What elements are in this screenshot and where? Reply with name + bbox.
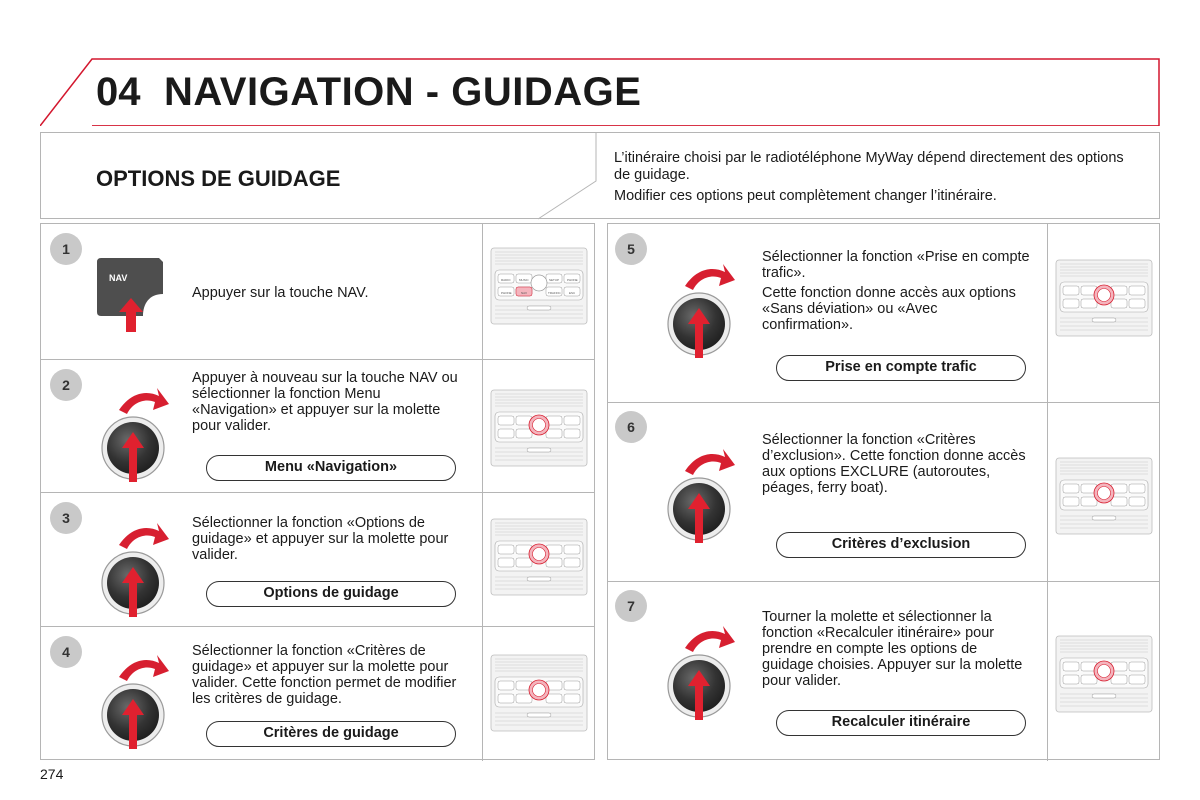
- page-number: 274: [40, 766, 64, 782]
- step-number-badge: 2: [50, 369, 82, 401]
- step-paragraph: Sélectionner la fonction «Options de guidage» et appuyer sur la molette pour valider.: [192, 515, 449, 563]
- svg-text:RADIO: RADIO: [501, 278, 511, 282]
- control-knob-icon: [101, 645, 171, 755]
- panel-cell: [482, 360, 595, 492]
- panel-cell: [482, 627, 595, 761]
- intro-box: [40, 132, 1160, 219]
- step-paragraph: Tourner la molette et sélectionner la fonction «Recalculer itinéraire» pour prendre en compte les options de guidage choisies. Appuyer sur la molette pour valider.: [762, 609, 1023, 689]
- step-number-badge: 1: [50, 233, 82, 265]
- nav-button-icon: [93, 254, 173, 334]
- nav-key-label: NAV: [109, 273, 128, 283]
- panel-cell: [482, 224, 595, 359]
- chapter-title: NAVIGATION - GUIDAGE: [164, 70, 642, 114]
- svg-text:SETUP: SETUP: [549, 278, 560, 282]
- step-4: [41, 627, 594, 761]
- steps-column-right: [607, 223, 1160, 760]
- control-knob-icon: [101, 378, 171, 488]
- step-5: [608, 224, 1159, 402]
- svg-text:TRAFFIC: TRAFFIC: [548, 291, 561, 295]
- menu-item-recalculer-itineraire: Recalculer itinéraire: [776, 710, 1026, 736]
- intro-paragraph: Modifier ces options peut complètement changer l’itinéraire.: [614, 188, 997, 204]
- step-instruction: [762, 432, 1032, 500]
- radio-panel-illustration: [489, 653, 589, 733]
- radio-panel-illustration: [489, 517, 589, 597]
- step-7: [608, 582, 1159, 761]
- step-3: [41, 493, 594, 626]
- step-number-badge: 7: [615, 590, 647, 622]
- menu-item-criteres-exclusion: Critères d’exclusion: [776, 532, 1026, 558]
- steps-column-left: [40, 223, 595, 760]
- step-paragraph: Appuyer sur la touche NAV.: [192, 285, 369, 301]
- control-knob-icon: [667, 616, 737, 726]
- step-number-badge: 6: [615, 411, 647, 443]
- menu-item-navigation: Menu «Navigation»: [206, 455, 456, 481]
- radio-panel-illustration: [1054, 258, 1154, 338]
- step-paragraph: Sélectionner la fonction «Prise en compte trafic».: [762, 249, 1030, 281]
- step-number-badge: 3: [50, 502, 82, 534]
- control-knob-icon: [667, 254, 737, 364]
- step-instruction: [192, 515, 462, 567]
- svg-text:ESC: ESC: [569, 291, 576, 295]
- intro-text: [614, 150, 1134, 209]
- control-knob-icon: [667, 439, 737, 549]
- menu-item-criteres-guidage: Critères de guidage: [206, 721, 456, 747]
- svg-text:PHONE: PHONE: [501, 291, 512, 295]
- step-paragraph: Cette fonction donne accès aux options «Sans déviation» ou «Avec confirmation».: [762, 285, 1016, 333]
- chapter-header: [40, 58, 1160, 126]
- section-heading: OPTIONS DE GUIDAGE: [96, 166, 341, 191]
- step-paragraph: Sélectionner la fonction «Critères de guidage» et appuyer sur la molette pour valider. Cette fonction permet de modifier les critères de guidage.: [192, 643, 457, 707]
- intro-paragraph: L’itinéraire choisi par le radiotéléphone MyWay dépend directement des options de guidage.: [614, 150, 1124, 183]
- menu-item-options-guidage: Options de guidage: [206, 581, 456, 607]
- step-instruction: [762, 249, 1032, 337]
- panel-cell: [1047, 403, 1160, 581]
- panel-cell: [1047, 224, 1160, 402]
- step-paragraph: Appuyer à nouveau sur la touche NAV ou sélectionner la fonction Menu «Navigation» et appuyer sur la molette pour valider.: [192, 370, 458, 434]
- step-instruction: [192, 643, 462, 711]
- svg-text:MUSIC: MUSIC: [519, 278, 529, 282]
- radio-panel-illustration: [1054, 634, 1154, 714]
- step-number-badge: 5: [615, 233, 647, 265]
- control-knob-icon: [101, 513, 171, 623]
- step-paragraph: Sélectionner la fonction «Critères d’exclusion». Cette fonction donne accès aux options EXCLURE (autoroutes, péages, ferry boat).: [762, 432, 1026, 496]
- step-instruction: [192, 285, 442, 305]
- menu-item-prise-compte-trafic: Prise en compte trafic: [776, 355, 1026, 381]
- radio-panel-illustration: [1054, 456, 1154, 536]
- step-2: [41, 360, 594, 492]
- step-6: [608, 403, 1159, 581]
- panel-cell: [1047, 582, 1160, 761]
- step-number-badge: 4: [50, 636, 82, 668]
- svg-text:PHONE: PHONE: [567, 278, 578, 282]
- radio-panel-illustration: [489, 388, 589, 468]
- radio-panel-illustration: [489, 246, 589, 326]
- step-1: [41, 224, 594, 359]
- step-instruction: [762, 609, 1032, 693]
- svg-text:NAV: NAV: [521, 291, 527, 295]
- panel-cell: [482, 493, 595, 626]
- step-instruction: [192, 370, 462, 438]
- chapter-number: 04: [96, 70, 141, 114]
